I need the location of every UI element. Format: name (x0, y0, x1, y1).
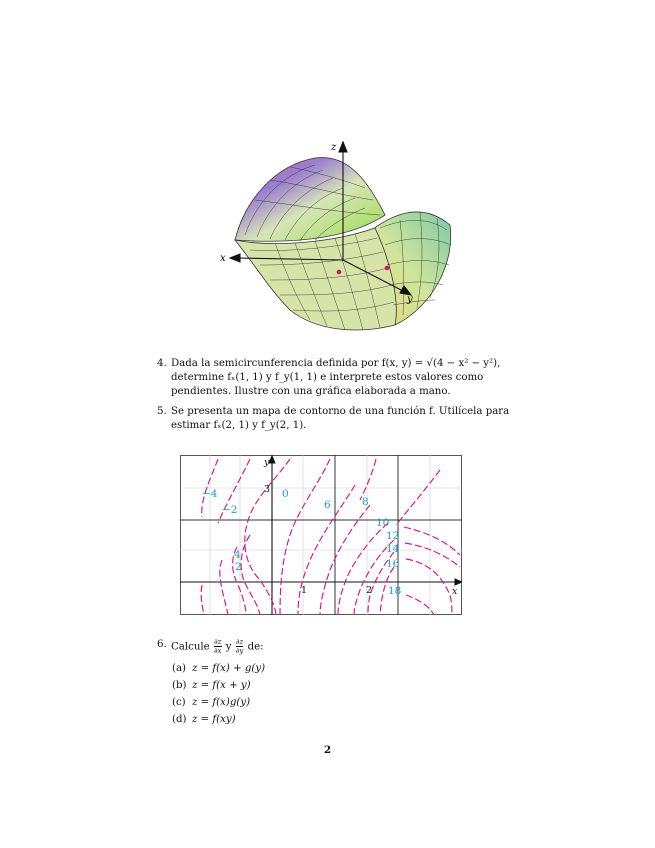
contour-label: 6 (324, 499, 331, 511)
contour-label: 2 (235, 561, 242, 573)
contour-label: 16 (386, 558, 400, 570)
text-mid: y (225, 641, 232, 653)
problem-5 (157, 405, 517, 433)
contour-label: −2 (222, 504, 238, 516)
contour-label: 0 (282, 488, 289, 500)
contour-label: 8 (362, 496, 369, 508)
problem-number: 4. (157, 358, 167, 369)
page-number: 2 (323, 744, 332, 756)
contour-label: 12 (386, 530, 400, 542)
part-c: (c) z = f(x)g(y) (172, 697, 251, 708)
problem-text: Dada la semicircunferencia definida por f(x, y) = √(4 − x² − y²), determine fₓ(1, 1) y f_y(1, 1) e interprete estos valores como pendientes. Ilustre con una gráfica elaborada a mano. (171, 358, 501, 397)
contour-label: 14 (386, 543, 400, 555)
problem-text (171, 638, 517, 655)
problem-number: 5. (157, 406, 167, 417)
y-axis-label: y (264, 457, 270, 468)
y-axis-label: y (407, 294, 413, 305)
problem-text: Se presenta un mapa de contorno de una función f. Utilícela para estimar fₓ(2, 1) y f_y(2, 1). (171, 406, 510, 431)
x-tick-label: 1 (301, 585, 308, 596)
x-tick-label: 2 (366, 585, 373, 596)
problem-4 (157, 357, 517, 399)
part-b: (b) z = f(x + y) (172, 680, 251, 691)
part-expr: z = f(xy) (192, 714, 236, 725)
problem-6 (157, 638, 517, 655)
saddle-surface-figure (215, 140, 460, 340)
dz-dx-fraction: $\frac{\partial z}{\partial x}$ (213, 638, 222, 655)
part-expr: z = f(x + y) (192, 680, 251, 691)
part-expr: z = f(x)g(y) (192, 697, 251, 708)
part-a: (a) z = f(x) + g(y) (172, 663, 266, 674)
contour-label: 18 (388, 585, 402, 597)
contour-label: −4 (202, 488, 218, 500)
contour-map-figure (180, 455, 462, 615)
part-expr: z = f(x) + g(y) (192, 663, 266, 674)
z-axis-label: z (331, 142, 337, 153)
x-axis-label: x (452, 586, 458, 597)
part-d: (d) z = f(xy) (172, 714, 236, 725)
contour-label: 10 (376, 517, 390, 529)
dz-dy-fraction: $\frac{\partial z}{\partial y}$ (235, 638, 244, 655)
problem-number: 6. (157, 639, 167, 650)
y-tick-label: 3 (264, 484, 271, 495)
text-pre: Calcule (171, 641, 210, 653)
x-axis-label: x (220, 253, 226, 264)
contour-label: 4 (234, 549, 241, 561)
text-post: de: (247, 641, 264, 653)
